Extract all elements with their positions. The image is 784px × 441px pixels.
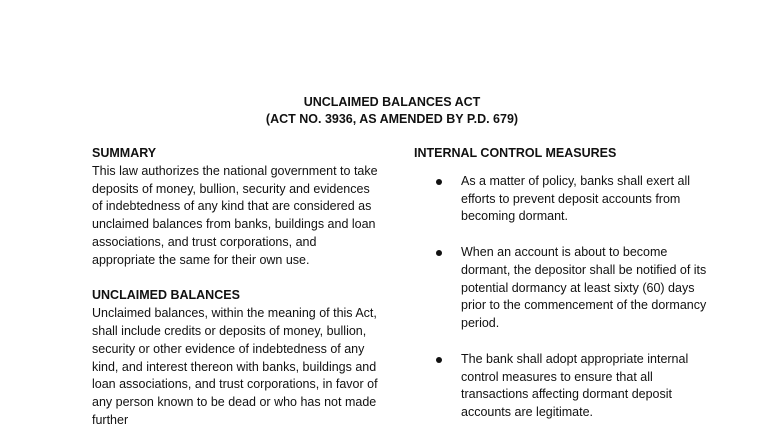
internal-control-heading: INTERNAL CONTROL MEASURES (414, 146, 617, 160)
right-column (414, 145, 714, 440)
left-column (92, 145, 382, 430)
summary-body: This law authorizes the national government to take deposits of money, bullion, security and evidences of indebtedness of any kind that are considered as unclaimed balances from banks, buildings and loan associations, and trust corporations, and appropriate the same for their own use. (92, 163, 378, 267)
bullet-icon (436, 250, 442, 256)
list-item-text: The bank shall adopt appropriate internal control measures to ensure that all transactions affecting dormant deposit accounts are legitimate. (461, 351, 689, 420)
document-title-block (0, 94, 784, 128)
document-title: UNCLAIMED BALANCES ACT (303, 95, 481, 109)
unclaimed-balances-heading: UNCLAIMED BALANCES (92, 288, 240, 303)
bullet-icon (436, 179, 442, 185)
bullet-icon (436, 357, 442, 363)
unclaimed-balances-section (92, 287, 382, 429)
list-item (414, 351, 714, 422)
internal-control-list (414, 173, 714, 422)
summary-section (92, 145, 382, 270)
internal-control-section (414, 145, 714, 422)
list-item-text: When an account is about to become dormant, the depositor shall be notified of its potential dormancy at least sixty (60) days prior to the commencement of the dormancy period. (461, 244, 707, 331)
summary-heading: SUMMARY (92, 146, 157, 160)
list-item (414, 244, 714, 333)
list-item-text: As a matter of policy, banks shall exert all efforts to prevent deposit accounts from becoming dormant. (461, 173, 691, 224)
unclaimed-balances-body: Unclaimed balances, within the meaning of this Act, shall include credits or deposits of money, bullion, security or other evidence of indebtedness of any kind, and interest thereon with banks, buildings and loan associations, and trust corporations, in favor of any person known to be dead or who has not made further (92, 306, 378, 427)
section-spacer (92, 270, 382, 288)
document-subtitle: (ACT NO. 3936, AS AMENDED BY P.D. 679) (265, 112, 519, 126)
list-item (414, 173, 714, 226)
